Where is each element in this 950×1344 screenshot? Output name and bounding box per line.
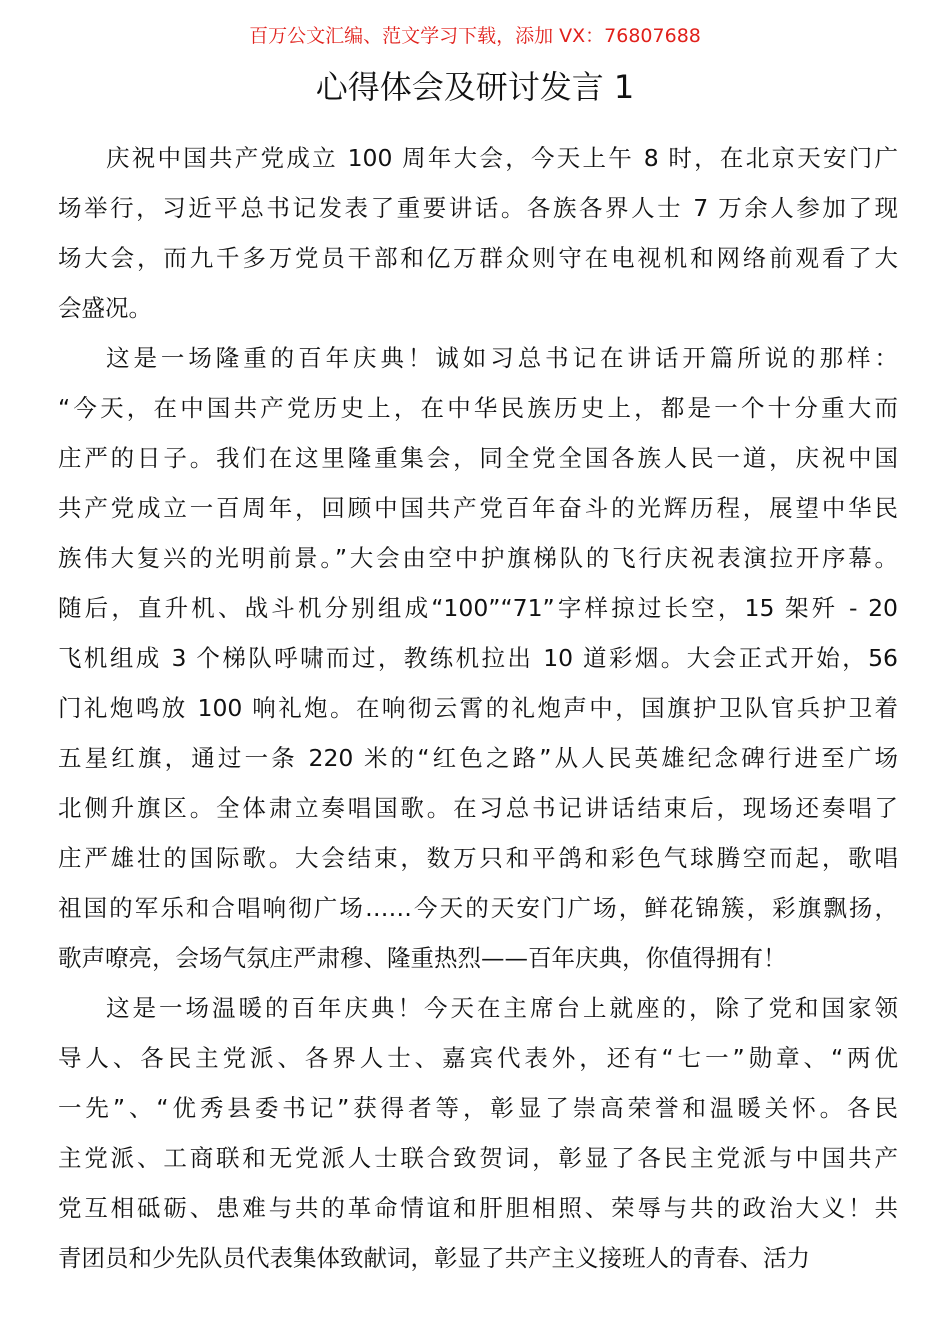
paragraph-line: 一先”、“优秀县委书记”获得者等，彰显了崇高荣誉和温暖关怀。各民 <box>58 1094 898 1122</box>
document-body <box>58 133 898 1283</box>
paragraph <box>58 333 898 983</box>
paragraph-line: 会盛况。 <box>58 294 152 322</box>
paragraph <box>58 133 898 333</box>
paragraph-line: 共产党成立一百周年，回顾中国共产党百年奋斗的光辉历程，展望中华民 <box>58 494 898 522</box>
paragraph-line: 主党派、工商联和无党派人士联合致贺词，彰显了各民主党派与中国共产 <box>58 1144 898 1172</box>
paragraph-line: 五星红旗，通过一条 220 米的“红色之路”从人民英雄纪念碑行进至广场 <box>58 744 898 772</box>
paragraph-line: 庄严雄壮的国际歌。大会结束，数万只和平鸽和彩色气球腾空而起，歌唱 <box>58 844 898 872</box>
paragraph-line: 场举行，习近平总书记发表了重要讲话。各族各界人士 7 万余人参加了现 <box>58 194 898 222</box>
page-title: 心得体会及研讨发言 1 <box>315 68 635 106</box>
paragraph-line: 随后，直升机、战斗机分别组成“100”“71”字样掠过长空，15 架歼 - 20 <box>58 594 898 622</box>
paragraph-line: 祖国的军乐和合唱响彻广场……今天的天安门广场，鲜花锦簇，彩旗飘扬， <box>58 894 898 922</box>
header-watermark-note: 百万公文汇编、范文学习下载，添加 VX：76807688 <box>249 25 701 47</box>
paragraph-line: 飞机组成 3 个梯队呼啸而过，教练机拉出 10 道彩烟。大会正式开始，56 <box>58 644 898 672</box>
paragraph-line: 族伟大复兴的光明前景。”大会由空中护旗梯队的飞行庆祝表演拉开序幕。 <box>58 544 898 572</box>
paragraph-line: 庄严的日子。我们在这里隆重集会，同全党全国各族人民一道，庆祝中国 <box>58 444 898 472</box>
paragraph-line: 这是一场隆重的百年庆典！诚如习总书记在讲话开篇所说的那样： <box>106 344 898 372</box>
paragraph-line: 庆祝中国共产党成立 100 周年大会，今天上午 8 时，在北京天安门广 <box>106 144 898 172</box>
paragraph-line: 导人、各民主党派、各界人士、嘉宾代表外，还有“七一”勋章、“两优 <box>58 1044 898 1072</box>
paragraph <box>58 983 898 1283</box>
paragraph-line: “今天，在中国共产党历史上，在中华民族历史上，都是一个十分重大而 <box>58 394 898 422</box>
paragraph-line: 党互相砥砺、患难与共的革命情谊和肝胆相照、荣辱与共的政治大义！共 <box>58 1194 898 1222</box>
paragraph-line: 歌声嘹亮，会场气氛庄严肃穆、隆重热烈——百年庆典，你值得拥有！ <box>58 944 787 972</box>
paragraph-line: 场大会，而九千多万党员干部和亿万群众则守在电视机和网络前观看了大 <box>58 244 898 272</box>
paragraph-line: 这是一场温暖的百年庆典！今天在主席台上就座的，除了党和国家领 <box>106 994 898 1022</box>
paragraph-line: 北侧升旗区。全体肃立奏唱国歌。在习总书记讲话结束后，现场还奏唱了 <box>58 794 898 822</box>
paragraph-line: 青团员和少先队员代表集体致献词，彰显了共产主义接班人的青春、活力 <box>58 1244 810 1272</box>
paragraph-line: 门礼炮鸣放 100 响礼炮。在响彻云霄的礼炮声中，国旗护卫队官兵护卫着 <box>58 694 898 722</box>
